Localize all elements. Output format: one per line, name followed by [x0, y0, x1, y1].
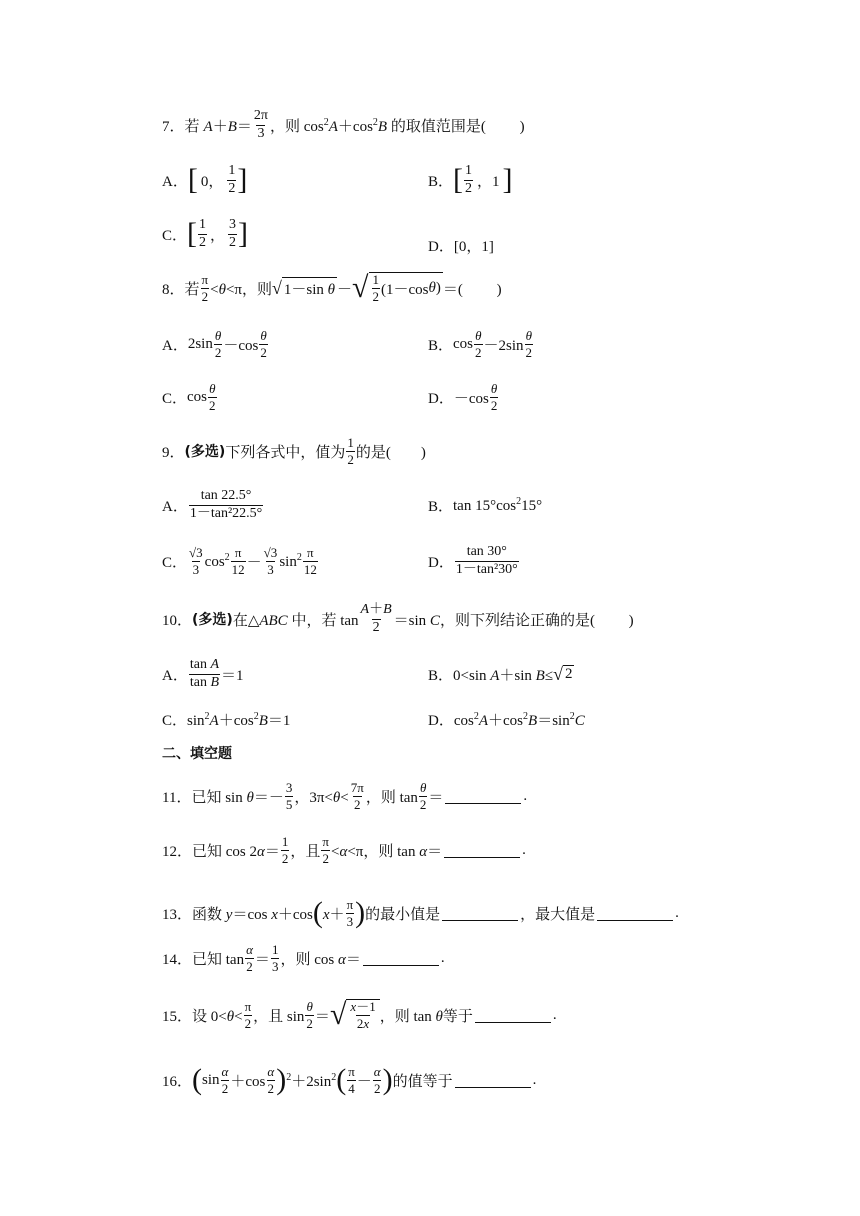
answer-blank[interactable]: [445, 803, 521, 804]
period: .: [552, 1006, 557, 1023]
option-label: D．: [428, 238, 454, 255]
q7-option-d[interactable]: [428, 225, 494, 265]
fraction: $\frac{\pi}{12}$: [303, 544, 317, 577]
question-text: 设 0<θ<: [192, 1008, 243, 1025]
q8-option-a[interactable]: [162, 324, 269, 364]
q10-option-d[interactable]: [428, 699, 585, 739]
question-10: [162, 599, 634, 639]
bracket-icon: [: [187, 163, 198, 196]
bracket-icon: [: [453, 163, 464, 196]
option-label: B．: [428, 173, 454, 190]
fraction: $\frac{\tan 30^\circ}{\text{1－tan²30°}}$: [455, 543, 518, 577]
fraction: $\frac{\pi}{3}$: [346, 896, 354, 929]
question-text: $^2+2\sin^2$: [286, 1071, 337, 1090]
question-text: ＝sin C，则下列结论正确的是( ): [393, 612, 634, 629]
question-16: [162, 1060, 536, 1100]
q7-option-c[interactable]: [162, 214, 248, 254]
option-label: C．: [162, 390, 188, 407]
question-number: 10．: [162, 612, 193, 629]
option-value: cos: [453, 335, 474, 352]
question-text: ，则 tan: [365, 789, 418, 806]
option-label: D．: [428, 554, 454, 571]
question-text: ＝: [314, 1008, 330, 1025]
question-text: 已知 tan: [192, 951, 245, 968]
fraction: $\frac{\alpha}{2}$: [373, 1063, 381, 1096]
option-label: A．: [162, 667, 188, 684]
period: .: [523, 787, 528, 804]
question-number: 8．: [162, 281, 185, 298]
paren-icon: ): [382, 1063, 393, 1096]
question-number: 7．: [162, 118, 185, 135]
option-label: B．: [428, 337, 454, 354]
question-text: ＝: [254, 951, 270, 968]
option-value: 0，: [200, 173, 224, 190]
fraction: $\frac{\tan 22.5^\circ}{\text{1－tan²22.5°}}$: [189, 487, 263, 521]
question-text: 若: [184, 281, 200, 298]
question-11: [162, 776, 527, 816]
fraction: $\frac{1}{2}$: [281, 833, 289, 866]
q8-option-c[interactable]: [162, 377, 218, 417]
option-label: C．: [162, 712, 188, 729]
option-label: B．: [428, 498, 454, 515]
option-value: －cos: [223, 337, 259, 354]
fraction: $\frac{1}{2}$: [465, 162, 473, 196]
option-value: cos: [187, 388, 208, 405]
paren-icon: (: [192, 1063, 203, 1096]
question-text: 的是( ): [355, 444, 426, 461]
q8-option-d[interactable]: [428, 377, 499, 417]
multi-select-tag: (多选): [192, 612, 233, 628]
question-text: 若: [184, 118, 200, 135]
q7-option-b[interactable]: [428, 160, 513, 200]
fraction: $\frac{\alpha}{2}$: [246, 941, 253, 974]
q10-option-b[interactable]: [428, 654, 574, 694]
q9-option-a[interactable]: [162, 485, 264, 525]
option-label: D．: [428, 390, 454, 407]
q10-option-a[interactable]: [162, 654, 244, 694]
option-value: －2sin: [483, 337, 524, 354]
option-value: ＝1: [221, 667, 244, 684]
option-label: A．: [162, 498, 188, 515]
option-value: $\cos^2A+\cos^2B=\sin^2C$: [453, 710, 585, 729]
answer-blank-max[interactable]: [597, 920, 673, 921]
question-text: ，则 cos α＝: [280, 951, 361, 968]
fraction: $\frac{√3}{3}$: [189, 544, 203, 577]
answer-blank[interactable]: [444, 857, 520, 858]
question-8: [162, 268, 502, 308]
fraction: $\frac{\pi}{2}$: [201, 271, 209, 304]
paren-icon: ): [276, 1063, 287, 1096]
fraction: $\frac{\pi}{2}$: [322, 833, 329, 866]
paren-icon: ): [355, 896, 366, 929]
bracket-icon: ]: [238, 217, 249, 250]
question-7: [162, 105, 525, 145]
q9-option-d[interactable]: [428, 541, 520, 581]
q9-option-c[interactable]: [162, 541, 319, 581]
question-13: [162, 893, 679, 933]
question-number: 11．: [162, 789, 192, 806]
question-text: 的最小值是: [365, 906, 441, 923]
question-number: 9．: [162, 444, 185, 461]
fraction: $\frac{\theta}{2}$: [525, 327, 533, 360]
option-value: $\cos^2$: [204, 551, 230, 570]
question-text: ＝( ): [442, 281, 502, 298]
option-label: C．: [162, 227, 188, 244]
bracket-icon: [: [187, 217, 198, 250]
sqrt: √ 2: [553, 664, 573, 684]
question-text: 已知 cos 2α＝: [192, 843, 280, 860]
question-text: 函数 y＝cos x＋cos: [192, 906, 313, 923]
option-value: －: [246, 554, 262, 571]
fraction: $\frac{\alpha}{2}$: [221, 1063, 229, 1096]
fraction: $\frac{3}{2}$: [229, 216, 237, 250]
question-number: 12．: [162, 843, 193, 860]
question-14: [162, 938, 445, 978]
question-text: sin: [202, 1071, 220, 1088]
fraction: $\frac{A+B}{2}$: [360, 601, 392, 635]
question-text: x＋: [322, 906, 345, 923]
fraction: $\frac{\theta}{2}$: [306, 998, 313, 1031]
question-12: [162, 830, 526, 870]
answer-blank[interactable]: [363, 965, 439, 966]
question-text: ＋cos: [230, 1073, 266, 1090]
fraction: $\frac{\theta}{2}$: [490, 380, 498, 413]
q7-option-a[interactable]: [162, 160, 247, 200]
option-value: $\sin^2$: [279, 551, 302, 570]
fraction: $\frac{\theta}{2}$: [419, 779, 427, 812]
paren-icon: (: [312, 896, 323, 929]
option-value: 0<sin A＋sin B≤: [453, 667, 554, 684]
fraction: $\frac{\pi}{12}$: [231, 544, 245, 577]
answer-blank[interactable]: [475, 1022, 551, 1023]
option-value: ，: [210, 227, 226, 244]
fraction: $\frac{1}{2}$: [228, 162, 236, 196]
option-label: A．: [162, 173, 188, 190]
answer-blank[interactable]: [455, 1087, 531, 1088]
question-number: 14．: [162, 951, 193, 968]
question-text: ，3π<θ<: [294, 789, 349, 806]
option-value: －cos: [453, 390, 489, 407]
question-text: ＝: [428, 789, 444, 806]
period: .: [522, 841, 526, 858]
question-text: 在△ABC 中，若 tan: [232, 612, 359, 629]
fraction: $\frac{1}{3}$: [271, 941, 279, 974]
question-text: ，则 $\cos^2A+\cos^2B$ 的取值范围是( ): [269, 116, 525, 135]
equation-lhs: A＋B＝: [203, 118, 252, 135]
fraction: $\frac{\pi}{2}$: [244, 998, 252, 1031]
question-9: [162, 431, 426, 471]
section-heading: 二、填空题: [162, 746, 232, 762]
multi-select-tag: (多选): [184, 444, 226, 460]
sqrt: √ $\frac{x-1}{2x}$: [330, 999, 380, 1030]
paren-icon: (: [336, 1063, 347, 1096]
fraction: $\frac{\pi}{4}$: [348, 1063, 355, 1096]
fraction: $\frac{3}{5}$: [285, 779, 293, 812]
fraction: $\frac{\theta}{2}$: [260, 327, 267, 360]
question-15: [162, 995, 557, 1035]
sqrt: √ 1－sin θ: [272, 278, 336, 298]
bracket-icon: ]: [237, 163, 248, 196]
question-text: －: [356, 1073, 372, 1090]
sqrt: √ $\frac{1}{2}$ (1－cos θ ): [352, 271, 441, 304]
option-label: A．: [162, 337, 188, 354]
question-text: 已知 sin θ＝－: [191, 789, 284, 806]
question-number: 16．: [162, 1073, 193, 1090]
answer-blank-min[interactable]: [442, 920, 518, 921]
option-value: 2sin: [187, 335, 213, 352]
bracket-icon: ]: [502, 163, 513, 196]
fraction: $\frac{1}{2}$: [347, 434, 354, 467]
option-label: D．: [428, 712, 454, 729]
q8-option-b[interactable]: [428, 324, 534, 364]
period: .: [532, 1071, 537, 1088]
fraction: $\frac{\theta}{2}$: [475, 327, 482, 360]
minus-sign: －: [337, 281, 353, 298]
fraction-2pi-3: $\frac{2\pi}{3}$: [253, 107, 268, 141]
fraction: $\frac{\alpha}{2}$: [267, 1063, 275, 1096]
period: .: [675, 904, 679, 921]
fraction: $\frac{7\pi}{2}$: [350, 779, 364, 812]
fraction: $\frac{\text{tan A}}{\text{tan B}}$: [189, 656, 220, 690]
question-text: 的值等于: [392, 1073, 453, 1090]
question-text: ，则 tan θ等于: [379, 1008, 473, 1025]
option-value: ，1: [477, 173, 500, 190]
question-number: 15．: [162, 1008, 193, 1025]
question-text: 下列各式中，值为: [225, 444, 346, 461]
fraction: $\frac{√3}{3}$: [263, 544, 278, 577]
question-text: <α<π，则 tan α＝: [331, 843, 443, 860]
option-label: C．: [162, 554, 188, 571]
option-value: $\tan 15^\circ\cos^215^\circ$: [453, 495, 543, 514]
question-text: ，且 sin: [253, 1008, 305, 1025]
fraction: $\frac{1}{2}$: [199, 216, 207, 250]
period: .: [440, 949, 445, 966]
question-text: ，且: [290, 843, 321, 860]
question-number: 13．: [162, 906, 193, 923]
fraction: $\frac{\theta}{2}$: [209, 380, 216, 413]
question-text: <θ<π，则: [210, 281, 272, 298]
option-value: [0，1]: [453, 238, 494, 255]
q9-option-b[interactable]: [428, 485, 542, 525]
option-label: B．: [428, 667, 454, 684]
option-value: $\sin^2A+\cos^2B=1$: [187, 710, 291, 729]
question-text: ，最大值是: [520, 906, 596, 923]
fraction: $\frac{\theta}{2}$: [214, 327, 222, 360]
